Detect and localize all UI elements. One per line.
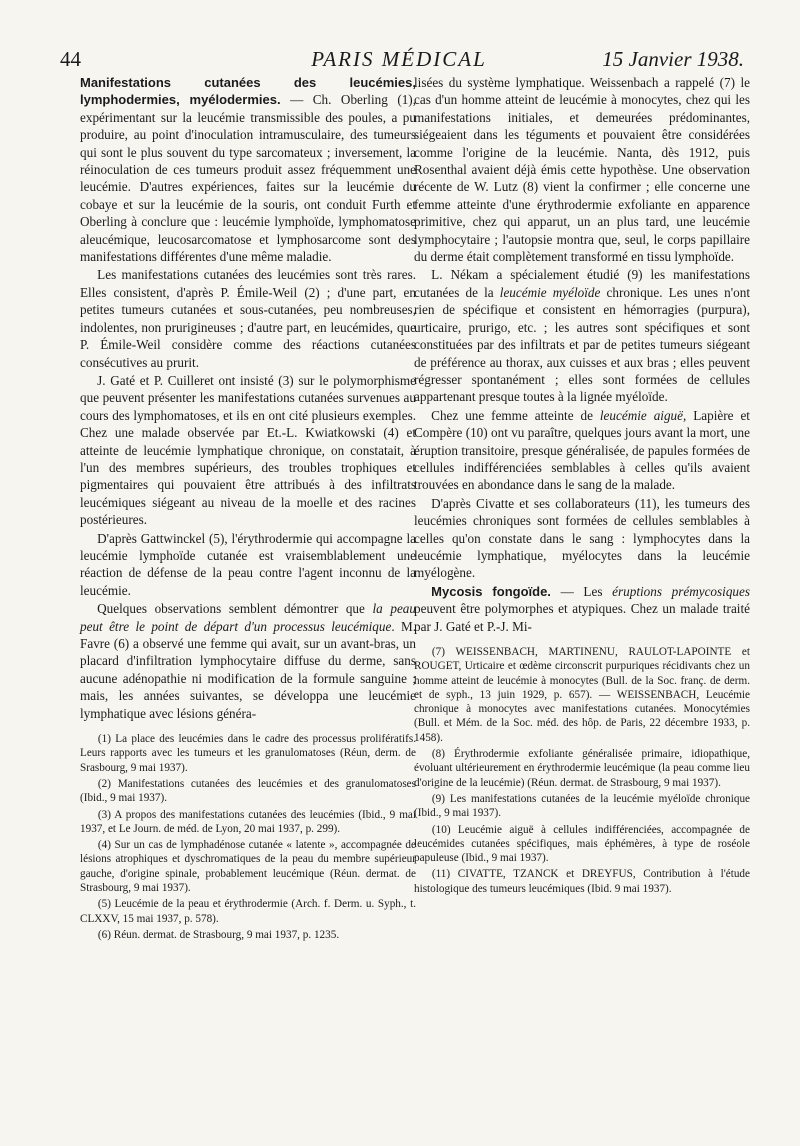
paragraph-text: chronique. Les unes n'ont rien de spécifique et consistent en hémorragies (purpura), urticaire, prurigo, etc. ; les autres sont spécifiques et sont constituées par des infiltrats et par de petites tumeurs siégeant de préférence au thorax, aux cuisses et aux bras ; elles peuvent régresser spontanément ; elles sont formées de cellules appartenant presque toutes à la lignée myéloïde. <box>414 284 750 405</box>
paragraph-text: . M. Favre (6) a observé une femme qui avait, sur un avant-bras, un placard d'infiltration lymphocytaire diffuse du derme, sans aucune adénopathie ni modification de la formule sanguine ; mais, les années suivantes, se développa une leucémie lymphatique avec lésions généra- <box>80 618 416 721</box>
emphasis: leucémie aiguë <box>599 407 683 423</box>
page-number: 44 <box>60 47 81 71</box>
footnote-8: (8) Érythrodermie exfoliante généralisée primaire, idiopathique, évoluant ultérieurement en érythrodermie leucémique (la peau comme lieu d'origine de la leucémie) (Réun. dermat. de Strasbourg, 9 mai 1937). <box>414 748 750 789</box>
running-header <box>54 44 744 74</box>
left-body <box>80 74 416 722</box>
paragraph: D'après Gattwinckel (5), l'érythrodermie qui accompagne la leucémie lymphoïde cutanée est vraisemblablement une réaction de défense de la peau contre l'agent inconnu de la leucémie. <box>80 530 416 598</box>
emphasis: la peau peut être le point de départ d'un processus leucémique <box>80 601 416 634</box>
paragraph-text: , Lapière et Compère (10) ont vu paraître, quelques jours avant la mort, une éruption transitoire, presque généralisée, de papules formées de cellules indifférenciées semblables à celles qu'ils avaient trouvées en abondance dans le sang de la malade. <box>414 407 750 493</box>
paragraph-text: peuvent être polymorphes et atypiques. Chez un malade traité par J. Gaté et P.-J. Mi- <box>414 601 750 634</box>
paragraph-text: — Ch. Oberling (1), expérimentant sur la leucémie transmissible des poules, a pu produire, au point d'inoculation intramusculaire, des tumeurs qui sont le plus souvent du type sarcomateux ; inversement, la réinoculation de ces tumeurs produit assez fréquemment une leucémie. D'autres expériences, faites sur la leucémie du cobaye et sur la leucémie de la souris, ont conduit Furth et Oberling à conclure que : leucémie lymphoïde, lymphomatose aleucémique, leucosarcomatose et lymphosarcome sont des manifestations différentes d'une même maladie. <box>80 92 416 265</box>
footnote-9: (9) Les manifestations cutanées de la leucémie myéloïde chronique (Ibid., 9 mai 1937). <box>414 792 750 820</box>
paragraph <box>414 407 750 494</box>
left-footnotes <box>80 732 416 942</box>
paragraph-mycosis <box>414 583 750 635</box>
paragraph-text: Chez une femme atteinte de <box>431 407 600 423</box>
left-column <box>80 74 416 944</box>
emphasis: leucémie myéloïde <box>499 284 601 300</box>
right-body <box>414 74 750 635</box>
footnote-7: (7) WEISSENBACH, MARTINENU, RAULOT-LAPOINTE et ROUGET, Urticaire et œdème circonscrit purpuriques récidivants chez un homme atteint de leucémie à monocytes (Bull. de la Soc. franç. de derm. et de syph., 13 juin 1929, p. 657). — WEISSENBACH, Leucémie chronique à monocytes avec manifestations cutanées. Monocytémies (Bull. et Mém. de la Soc. méd. des hôp. de Paris, 22 décembre 1933, p. 1458). <box>414 646 750 744</box>
paragraph-text: — Les <box>550 583 613 599</box>
paragraph: Les manifestations cutanées des leucémies sont très rares. Elles consistent, d'après P. Émile-Weil (2) ; d'une part, en petites tumeurs cutanées et sous-cutanées, peu nombreuses, indolentes, non prurigineuses ; d'autre part, en leucémides, que P. Émile-Weil considère comme des réactions cutanées consécutives au prurit. <box>80 267 416 370</box>
paragraph: J. Gaté et P. Cuilleret ont insisté (3) sur le polymorphisme que peuvent présenter les manifestations cutanées survenues au cours des lymphomatoses, et ils en ont cité plusieurs exemples. Chez une malade observée par Et.-L. Kwiatkowski (4) et atteinte de leucémie lymphatique chronique, on constatait, à l'un des membres supérieurs, des troubles trophiques et pigmentaires qui pouvaient être attribués à des infiltrats leucémiques siégeant au niveau de la moelle et des racines postérieures. <box>80 372 416 528</box>
paragraph <box>414 266 750 405</box>
emphasis: éruptions prémycosiques <box>612 583 750 599</box>
footnote-10: (10) Leucémie aiguë à cellules indifférenciées, accompagnée de leucémides cutanées spécifiques, mais éphémères, à type de roséole papuleuse (Ibid., 9 mai 1937). <box>414 823 750 865</box>
footnote-3: (3) A propos des manifestations cutanées des leucémies (Ibid., 9 mai 1937, et Le Journ. de méd. de Lyon, 20 mai 1937, p. 299). <box>80 808 416 835</box>
paragraph-text: Quelques observations semblent démontrer que <box>97 601 373 617</box>
footnote-5: (5) Leucémie de la peau et érythrodermie (Arch. f. Derm. u. Syph., t. CLXXV, 15 mai 1937, p. 578). <box>80 898 416 925</box>
paragraph-text: L. Nékam a spécialement étudié (9) les manifestations cutanées de la <box>414 267 750 300</box>
footnote-2: (2) Manifestations cutanées des leucémies et des granulomatoses (Ibid., 9 mai 1937). <box>80 777 416 805</box>
footnote-6: (6) Réun. dermat. de Strasbourg, 9 mai 1937, p. 1235. <box>97 928 340 941</box>
footnote-11: (11) CIVATTE, TZANCK et DREYFUS, Contribution à l'étude histologique des tumeurs leucémiques (Ibid. 9 mai 1937). <box>414 868 750 895</box>
paragraph: lisées du système lymphatique. Weissenbach a rappelé (7) le cas d'un homme atteint de leucémie à monocytes, chez qui les manifestations initiales, et demeurées prédominantes, siégeaient dans les téguments et pouvaient être considérées comme l'origine de la leucémie. Nanta, dès 1912, puis Rosenthal avaient déjà émis cette hypothèse. Une observation récente de W. Lutz (8) vient la confirmer ; elle concerne une femme atteinte d'une érythrodermie exfoliante en apparence primitive, chez qui apparut, un an plus tard, une leucémie lymphocytaire ; l'autopsie montra que, seul, le corps papillaire du derme était complètement transformé en tissu lymphoïde. <box>414 75 750 265</box>
paragraph-cutaneous-manifestations <box>80 74 416 265</box>
section-heading-mycosis: Mycosis fongoïde. <box>431 583 551 599</box>
right-column <box>414 74 750 898</box>
footnote-1: (1) La place des leucémies dans le cadre des processus prolifératifs. Leurs rapports avec les tumeurs et les granulomatoses (Réun, derm. de Srasbourg, 9 mai 1937). <box>80 733 416 774</box>
paragraph <box>80 600 416 722</box>
footnote-4: (4) Sur un cas de lymphadénose cutanée « latente », accompagnée de lésions atrophiques et dyschromatiques de la peau du membre supérieur gauche, d'origine spinale, probablement leucémique (Réun. dermat. de Strasbourg, 9 mai 1937). <box>80 839 416 894</box>
right-footnotes <box>414 645 750 896</box>
paragraph: D'après Civatte et ses collaborateurs (11), les tumeurs des leucémies chroniques sont formées de cellules semblables à celles qu'on constate dans le sang : lymphocytes dans la leucémie lymphatique, myélocytes dans la leucémie myélogène. <box>414 495 750 581</box>
journal-title: PARIS MÉDICAL <box>311 47 487 71</box>
section-heading-leucemies: Manifestations cutanées des leucémies, lymphodermies, myélodermies. <box>80 75 416 108</box>
issue-date: 15 Janvier 1938. <box>602 47 744 71</box>
